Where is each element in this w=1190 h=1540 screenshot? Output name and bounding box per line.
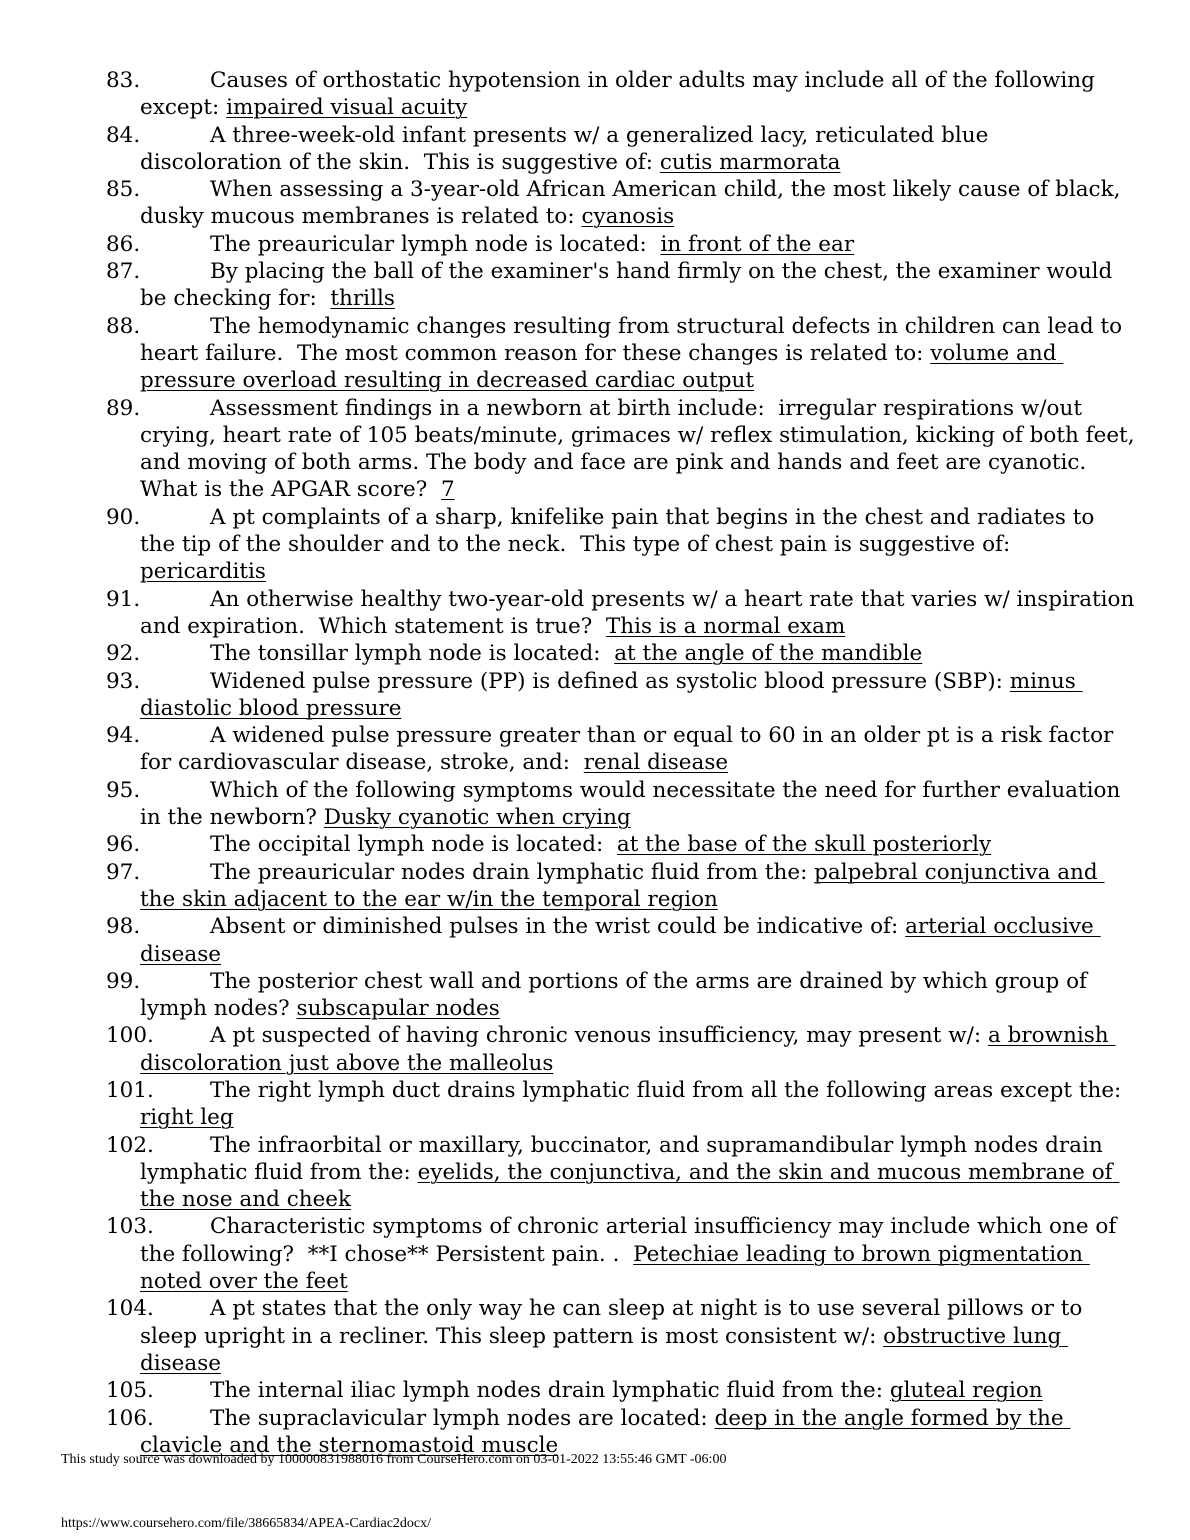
- question-item: [106, 122, 1136, 177]
- question-answer: gluteal region: [889, 1378, 1043, 1404]
- question-number: 106.: [106, 1405, 154, 1431]
- question-text: By placing the ball of the examiner's hand firmly on the chest, the examiner would be checking for:: [140, 259, 1120, 312]
- question-number: 92.: [106, 641, 141, 667]
- question-number: 103.: [106, 1214, 154, 1240]
- question-answer: volume and pressure overload resulting in decreased cardiac output: [140, 340, 1064, 394]
- question-text: A pt states that the only way he can sleep at night is to use several pillows or to sleep upright in a recliner. This sleep pattern is most consistent w/:: [140, 1296, 1090, 1349]
- question-text: A widened pulse pressure greater than or equal to 60 in an older pt is a risk factor for cardiovascular disease, stroke, and:: [140, 723, 1121, 776]
- question-answer: palpebral conjunctiva and the skin adjacent to the ear w/in the temporal region: [140, 859, 1105, 912]
- question-text: The hemodynamic changes resulting from structural defects in children can lead to heart failure. The most common reason for these changes is related to:: [140, 313, 1129, 366]
- question-text: The preauricular lymph node is located:: [210, 231, 661, 257]
- question-answer: at the angle of the mandible: [614, 641, 923, 667]
- question-answer: Petechiae leading to brown pigmentation noted over the feet: [140, 1241, 1090, 1295]
- question-answer: renal disease: [583, 750, 729, 776]
- question-number: 89.: [106, 395, 141, 421]
- question-number: 96.: [106, 832, 141, 858]
- question-item: [106, 831, 1136, 858]
- question-number: 90.: [106, 504, 141, 530]
- question-item: [106, 504, 1136, 586]
- question-answer: in front of the ear: [660, 231, 855, 257]
- question-answer: cyanosis: [581, 204, 675, 230]
- question-item: [106, 1405, 1136, 1460]
- question-item: [106, 1295, 1136, 1377]
- question-answer: Dusky cyanotic when crying: [323, 805, 631, 831]
- question-answer: a brownish discoloration just above the malleolus: [140, 1023, 1116, 1076]
- question-item: [106, 722, 1136, 777]
- question-answer: eyelids, the conjunctiva, and the skin and mucous membrane of the nose and cheek: [140, 1159, 1120, 1213]
- question-number: 102.: [106, 1132, 154, 1158]
- question-number: 105.: [106, 1378, 154, 1404]
- question-answer: obstructive lung disease: [140, 1323, 1069, 1376]
- question-answer: thrills: [330, 286, 395, 312]
- question-number: 93.: [106, 668, 141, 694]
- question-item: [106, 640, 1136, 667]
- question-answer: arterial occlusive disease: [140, 914, 1101, 967]
- question-answer: 7: [440, 477, 455, 503]
- download-notice: This study source was downloaded by 100000831988016 from CourseHero.com on 03-01-2022 13:55:46 GMT -06:00: [61, 1452, 727, 1467]
- question-answer: cutis marmorata: [659, 149, 841, 175]
- question-number: 100.: [106, 1023, 154, 1049]
- question-number: 88.: [106, 313, 141, 339]
- question-item: [106, 231, 1136, 258]
- question-number: 86.: [106, 231, 141, 257]
- question-number: 94.: [106, 723, 141, 749]
- question-text: The occipital lymph node is located:: [210, 832, 617, 858]
- question-item: [106, 1022, 1136, 1077]
- question-number: 85.: [106, 177, 141, 203]
- question-text: A pt complaints of a sharp, knifelike pain that begins in the chest and radiates to the tip of the shoulder and to the neck. This type of chest pain is suggestive of:: [140, 504, 1102, 558]
- question-text: An otherwise healthy two-year-old presents w/ a heart rate that varies w/ inspiration and expiration. Which statement is true?: [140, 586, 1142, 639]
- question-number: 101.: [106, 1077, 154, 1103]
- question-text: The tonsillar lymph node is located:: [210, 641, 615, 667]
- question-text: Causes of orthostatic hypotension in older adults may include all of the following except:: [140, 68, 1102, 121]
- question-number: 97.: [106, 859, 141, 885]
- question-text: Which of the following symptoms would necessitate the need for further evaluation in the newborn?: [140, 777, 1128, 831]
- question-item: [106, 258, 1136, 313]
- question-item: [106, 1132, 1136, 1214]
- question-item: [106, 1077, 1136, 1132]
- question-item: [106, 1377, 1136, 1404]
- question-item: [106, 777, 1136, 832]
- question-text: Characteristic symptoms of chronic arterial insufficiency may include which one of the following? **I chose** Persistent pain. .: [140, 1214, 1124, 1267]
- question-answer: deep in the angle formed by the clavicle and the sternomastoid muscle: [140, 1405, 1071, 1458]
- question-item: [106, 395, 1142, 504]
- question-item: [106, 859, 1136, 914]
- question-text: The right lymph duct drains lymphatic fluid from all the following areas except the:: [210, 1077, 1129, 1103]
- question-number: 104.: [106, 1296, 154, 1322]
- question-text: When assessing a 3-year-old African American child, the most likely cause of black, dusky mucous membranes is related to:: [140, 177, 1128, 230]
- question-text: A three-week-old infant presents w/ a generalized lacy, reticulated blue discoloration of the skin. This is suggestive of:: [140, 122, 996, 175]
- question-item: [106, 1213, 1136, 1295]
- question-item: [106, 586, 1142, 641]
- question-number: 87.: [106, 259, 141, 285]
- question-answer: pericarditis: [140, 559, 266, 585]
- question-item: [106, 67, 1136, 122]
- question-text: The infraorbital or maxillary, buccinator, and supramandibular lymph nodes drain lymphatic fluid from the:: [140, 1132, 1110, 1185]
- question-number: 84.: [106, 122, 141, 148]
- question-answer: minus diastolic blood pressure: [140, 668, 1083, 721]
- source-url: https://www.coursehero.com/file/38665834/APEA-Cardiac2docx/: [61, 1516, 432, 1531]
- question-number: 98.: [106, 914, 141, 940]
- question-text: A pt suspected of having chronic venous insufficiency, may present w/:: [210, 1023, 988, 1049]
- question-text: Assessment findings in a newborn at birth include: irregular respirations w/out crying, heart rate of 105 beats/minute, grimaces w/ reflex stimulation, kicking of both feet, and moving of both arms. The body and face are pink and hands and feet are cyanotic. What is the APGAR score?: [140, 395, 1142, 503]
- question-text: Widened pulse pressure (PP) is defined as systolic blood pressure (SBP):: [210, 668, 1010, 694]
- question-text: Absent or diminished pulses in the wrist could be indicative of:: [210, 914, 906, 940]
- question-number: 95.: [106, 777, 141, 803]
- question-item: [106, 313, 1136, 395]
- question-number: 83.: [106, 68, 141, 93]
- question-item: [106, 176, 1136, 231]
- question-text: The internal iliac lymph nodes drain lymphatic fluid from the:: [210, 1378, 890, 1404]
- question-number: 99.: [106, 968, 141, 994]
- question-list: [106, 67, 1142, 1459]
- question-number: 91.: [106, 586, 141, 612]
- question-answer: right leg: [140, 1105, 234, 1131]
- question-answer: at the base of the skull posteriorly: [616, 832, 992, 858]
- question-item: [106, 913, 1136, 968]
- question-text: The posterior chest wall and portions of the arms are drained by which group of lymph nodes?: [140, 968, 1094, 1022]
- question-answer: subscapular nodes: [296, 996, 500, 1022]
- question-answer: impaired visual acuity: [226, 95, 468, 121]
- question-answer: This is a normal exam: [605, 613, 846, 639]
- question-item: [106, 668, 1136, 723]
- question-text: The supraclavicular lymph nodes are located:: [210, 1405, 715, 1431]
- question-text: The preauricular nodes drain lymphatic fluid from the:: [210, 859, 815, 885]
- question-item: [106, 968, 1136, 1023]
